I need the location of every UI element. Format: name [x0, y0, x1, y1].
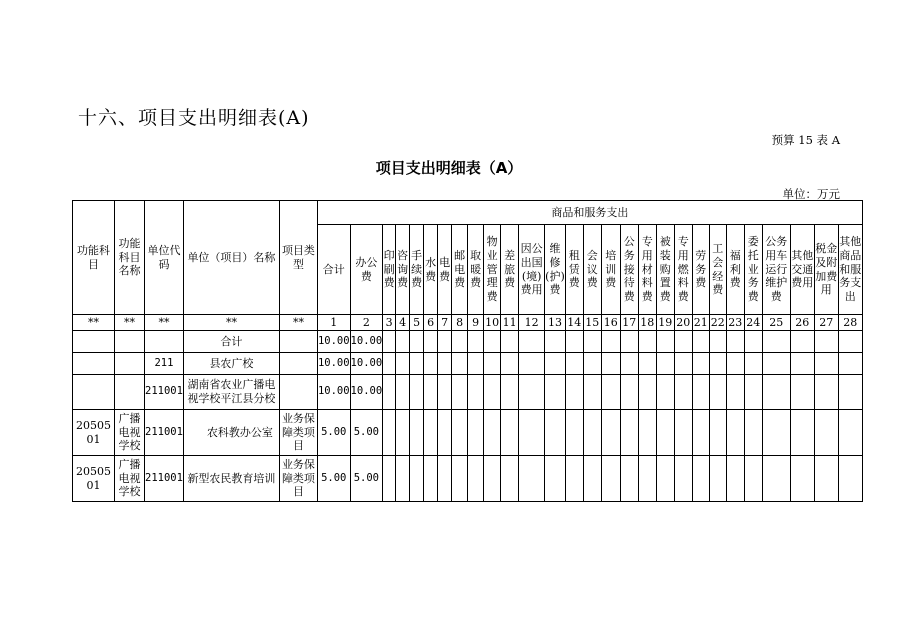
header-col-20: 专用燃料费: [674, 225, 692, 315]
empty-cell: [709, 375, 726, 410]
empty-cell: [484, 410, 501, 456]
project-expense-table: [72, 200, 863, 502]
empty-cell: [383, 331, 396, 353]
empty-cell: [656, 375, 674, 410]
total-cell: 5.00: [317, 410, 350, 456]
empty-cell: [620, 375, 638, 410]
index-number: 16: [601, 315, 620, 331]
empty-cell: [565, 353, 583, 375]
empty-cell: [620, 331, 638, 353]
index-number: 28: [838, 315, 862, 331]
index-number: 27: [814, 315, 838, 331]
unit-name-cell: 合计: [183, 331, 279, 353]
empty-cell: [709, 353, 726, 375]
empty-cell: [638, 331, 656, 353]
header-col-3: 印刷费: [383, 225, 396, 315]
header-col-22: 工会经费: [709, 225, 726, 315]
header-col-16: 培训费: [601, 225, 620, 315]
header-func-code: 功能科目: [73, 201, 115, 315]
index-number: 7: [438, 315, 452, 331]
empty-cell: [790, 375, 814, 410]
empty-cell: [726, 353, 744, 375]
office-fee-cell: 5.00: [350, 410, 383, 456]
office-fee-cell: 10.00: [350, 331, 383, 353]
empty-cell: [814, 375, 838, 410]
empty-cell: [762, 353, 790, 375]
index-number: 17: [622, 315, 637, 329]
table-row: [73, 456, 863, 502]
empty-cell: [452, 456, 468, 502]
empty-cell: [744, 456, 762, 502]
empty-cell: [709, 410, 726, 456]
empty-cell: [468, 353, 484, 375]
empty-cell: [468, 456, 484, 502]
empty-cell: [519, 375, 545, 410]
empty-cell: [424, 353, 438, 375]
empty-cell: [692, 410, 709, 456]
header-col-19: 被装购置费: [656, 225, 674, 315]
header-col-15: 会议费: [583, 225, 601, 315]
total-cell: 10.00: [317, 375, 350, 410]
empty-cell: [424, 410, 438, 456]
empty-cell: [838, 331, 862, 353]
empty-cell: [762, 456, 790, 502]
empty-cell: [744, 331, 762, 353]
empty-cell: [468, 331, 484, 353]
unit-code-cell: [145, 331, 184, 353]
empty-cell: [709, 456, 726, 502]
empty-cell: [501, 410, 519, 456]
empty-cell: [726, 456, 744, 502]
header-col-26: 其他交通费用: [790, 225, 814, 315]
header-col-23: 福利费: [726, 225, 744, 315]
empty-cell: [468, 375, 484, 410]
empty-cell: [501, 456, 519, 502]
unit-code-cell: 211001: [145, 375, 184, 410]
func-code-cell: 2050501: [73, 410, 115, 456]
empty-cell: [790, 353, 814, 375]
header-func-name: 功能科目名称: [115, 201, 145, 315]
header-col-28: 其他商品和服务支出: [838, 225, 862, 315]
empty-cell: [410, 331, 424, 353]
header-unit-name: 单位（项目）名称: [183, 201, 279, 315]
header-col-10: 物业管理费: [484, 225, 501, 315]
empty-cell: [484, 456, 501, 502]
empty-cell: [565, 375, 583, 410]
header-col-1: 合计: [317, 225, 350, 315]
empty-cell: [410, 375, 424, 410]
empty-cell: [383, 353, 396, 375]
index-number: 25: [762, 315, 790, 331]
empty-cell: [583, 353, 601, 375]
empty-cell: [519, 456, 545, 502]
empty-cell: [383, 375, 396, 410]
total-cell: 10.00: [317, 331, 350, 353]
header-col-18: 专用材料费: [638, 225, 656, 315]
empty-cell: [838, 375, 862, 410]
empty-cell: [814, 456, 838, 502]
header-col-8: 邮电费: [452, 225, 468, 315]
project-type-cell: [279, 375, 317, 410]
header-col-27: 税金及附加费用: [814, 225, 838, 315]
project-type-cell: 业务保障类项目: [279, 410, 317, 456]
empty-cell: [692, 456, 709, 502]
empty-cell: [692, 375, 709, 410]
empty-cell: [410, 410, 424, 456]
empty-cell: [638, 375, 656, 410]
section-title: 十六、项目支出明细表(A): [78, 107, 310, 129]
empty-cell: [565, 410, 583, 456]
func-name-cell: [115, 353, 145, 375]
empty-cell: [674, 331, 692, 353]
empty-cell: [468, 410, 484, 456]
index-number: 20: [676, 315, 691, 329]
empty-cell: [396, 331, 410, 353]
empty-cell: [545, 331, 566, 353]
index-number: 10: [485, 315, 500, 329]
empty-cell: [383, 410, 396, 456]
index-number: 22: [710, 315, 725, 329]
office-fee-cell: 10.00: [350, 375, 383, 410]
empty-cell: [383, 456, 396, 502]
empty-cell: [814, 331, 838, 353]
empty-cell: [583, 456, 601, 502]
empty-cell: [838, 410, 862, 456]
func-code-cell: [73, 375, 115, 410]
index-number: 1: [317, 315, 350, 331]
empty-cell: [709, 331, 726, 353]
empty-cell: [545, 410, 566, 456]
empty-cell: [814, 353, 838, 375]
empty-cell: [790, 456, 814, 502]
empty-cell: [656, 410, 674, 456]
header-col-9: 取暖费: [468, 225, 484, 315]
empty-cell: [519, 331, 545, 353]
empty-cell: [410, 456, 424, 502]
total-cell: 5.00: [317, 456, 350, 502]
table-row: [73, 331, 863, 353]
index-number: 18: [640, 315, 655, 329]
empty-cell: [762, 410, 790, 456]
empty-cell: [762, 331, 790, 353]
index-number: 26: [790, 315, 814, 331]
header-unit-code: 单位代码: [145, 201, 184, 315]
empty-cell: [790, 331, 814, 353]
empty-cell: [674, 375, 692, 410]
index-number: 23: [728, 315, 743, 329]
empty-cell: [484, 331, 501, 353]
project-type-cell: [279, 331, 317, 353]
header-col-6: 水费: [424, 225, 438, 315]
table-row: [73, 375, 863, 410]
empty-cell: [545, 375, 566, 410]
empty-cell: [790, 410, 814, 456]
empty-cell: [519, 353, 545, 375]
empty-cell: [424, 331, 438, 353]
empty-cell: [814, 410, 838, 456]
empty-cell: [620, 410, 638, 456]
header-col-25: 公务用车运行维护费: [762, 225, 790, 315]
index-number: 5: [410, 315, 424, 331]
func-code-cell: 2050501: [73, 456, 115, 502]
empty-cell: [583, 410, 601, 456]
header-col-14: 租赁费: [565, 225, 583, 315]
empty-cell: [692, 353, 709, 375]
header-col-2: 办公费: [350, 225, 383, 315]
empty-cell: [501, 353, 519, 375]
func-name-cell: [115, 331, 145, 353]
office-fee-cell: 5.00: [350, 456, 383, 502]
empty-cell: [583, 375, 601, 410]
unit-name-cell: 县农广校: [183, 353, 279, 375]
empty-cell: [519, 410, 545, 456]
unit-label: 单位：万元: [782, 187, 840, 201]
empty-cell: [744, 410, 762, 456]
empty-cell: [583, 331, 601, 353]
empty-cell: [638, 456, 656, 502]
empty-cell: [438, 456, 452, 502]
unit-name-cell: 农科教办公室: [183, 410, 279, 456]
header-col-17: 公务接待费: [620, 225, 638, 315]
empty-cell: [620, 353, 638, 375]
empty-cell: [656, 353, 674, 375]
empty-cell: [838, 353, 862, 375]
header-project-type: 项目类型: [279, 201, 317, 315]
empty-cell: [744, 375, 762, 410]
empty-cell: [674, 353, 692, 375]
unit-code-cell: 211001: [145, 410, 184, 456]
func-name-cell: 广播电视学校: [115, 410, 145, 456]
index-number: 8: [452, 315, 468, 331]
project-type-cell: [279, 353, 317, 375]
empty-cell: [638, 410, 656, 456]
index-star: **: [145, 315, 184, 331]
unit-name-cell: 新型农民教育培训: [183, 456, 279, 502]
empty-cell: [674, 410, 692, 456]
office-fee-cell: 10.00: [350, 353, 383, 375]
empty-cell: [565, 331, 583, 353]
header-col-13: 维修(护)费: [545, 225, 566, 315]
empty-cell: [545, 456, 566, 502]
header-col-7: 电费: [438, 225, 452, 315]
unit-name-cell: 湖南省农业广播电视学校平江县分校: [183, 375, 279, 410]
empty-cell: [620, 456, 638, 502]
empty-cell: [452, 375, 468, 410]
table-row: [73, 410, 863, 456]
index-number: 6: [424, 315, 438, 331]
empty-cell: [438, 375, 452, 410]
empty-cell: [674, 456, 692, 502]
header-goods-services-group: 商品和服务支出: [317, 201, 862, 225]
empty-cell: [601, 353, 620, 375]
empty-cell: [396, 456, 410, 502]
empty-cell: [692, 331, 709, 353]
func-name-cell: [115, 375, 145, 410]
index-star: **: [279, 315, 317, 331]
index-number: 2: [350, 315, 383, 331]
empty-cell: [396, 353, 410, 375]
empty-cell: [452, 410, 468, 456]
empty-cell: [601, 331, 620, 353]
empty-cell: [452, 331, 468, 353]
empty-cell: [438, 353, 452, 375]
empty-cell: [744, 353, 762, 375]
index-number: 21: [693, 315, 708, 329]
empty-cell: [438, 410, 452, 456]
empty-cell: [424, 375, 438, 410]
index-number: 19: [658, 315, 673, 329]
empty-cell: [656, 331, 674, 353]
header-col-11: 差旅费: [501, 225, 519, 315]
func-name-cell: 广播电视学校: [115, 456, 145, 502]
empty-cell: [396, 410, 410, 456]
empty-cell: [410, 353, 424, 375]
empty-cell: [565, 456, 583, 502]
index-star: **: [115, 315, 145, 331]
table-title: 项目支出明细表（A）: [375, 159, 523, 177]
empty-cell: [601, 456, 620, 502]
empty-cell: [484, 375, 501, 410]
index-star: **: [73, 315, 115, 331]
empty-cell: [424, 456, 438, 502]
empty-cell: [726, 375, 744, 410]
empty-cell: [638, 353, 656, 375]
empty-cell: [762, 375, 790, 410]
empty-cell: [656, 456, 674, 502]
empty-cell: [452, 353, 468, 375]
index-number: 14: [567, 315, 582, 329]
empty-cell: [501, 331, 519, 353]
unit-code-cell: 211: [145, 353, 184, 375]
empty-cell: [501, 375, 519, 410]
header-col-24: 委托业务费: [744, 225, 762, 315]
empty-cell: [726, 331, 744, 353]
empty-cell: [601, 410, 620, 456]
empty-cell: [396, 375, 410, 410]
index-number: 13: [545, 315, 566, 331]
header-col-5: 手续费: [410, 225, 424, 315]
index-number: 24: [746, 315, 761, 329]
empty-cell: [726, 410, 744, 456]
table-row: [73, 353, 863, 375]
func-code-cell: [73, 353, 115, 375]
header-col-4: 咨询费: [396, 225, 410, 315]
index-number: 4: [396, 315, 410, 331]
index-star: **: [183, 315, 279, 331]
form-reference: 预算 15 表 A: [771, 133, 840, 147]
empty-cell: [838, 456, 862, 502]
index-number: 11: [502, 315, 517, 329]
empty-cell: [484, 353, 501, 375]
func-code-cell: [73, 331, 115, 353]
header-col-12: 因公出国(境)费用: [519, 225, 545, 315]
empty-cell: [601, 375, 620, 410]
total-cell: 10.00: [317, 353, 350, 375]
empty-cell: [438, 331, 452, 353]
index-number: 9: [468, 315, 484, 331]
index-number: 3: [383, 315, 396, 331]
header-col-21: 劳务费: [692, 225, 709, 315]
empty-cell: [545, 353, 566, 375]
project-type-cell: 业务保障类项目: [279, 456, 317, 502]
index-number: 12: [519, 315, 545, 331]
index-number: 15: [585, 315, 600, 329]
unit-code-cell: 211001: [145, 456, 184, 502]
